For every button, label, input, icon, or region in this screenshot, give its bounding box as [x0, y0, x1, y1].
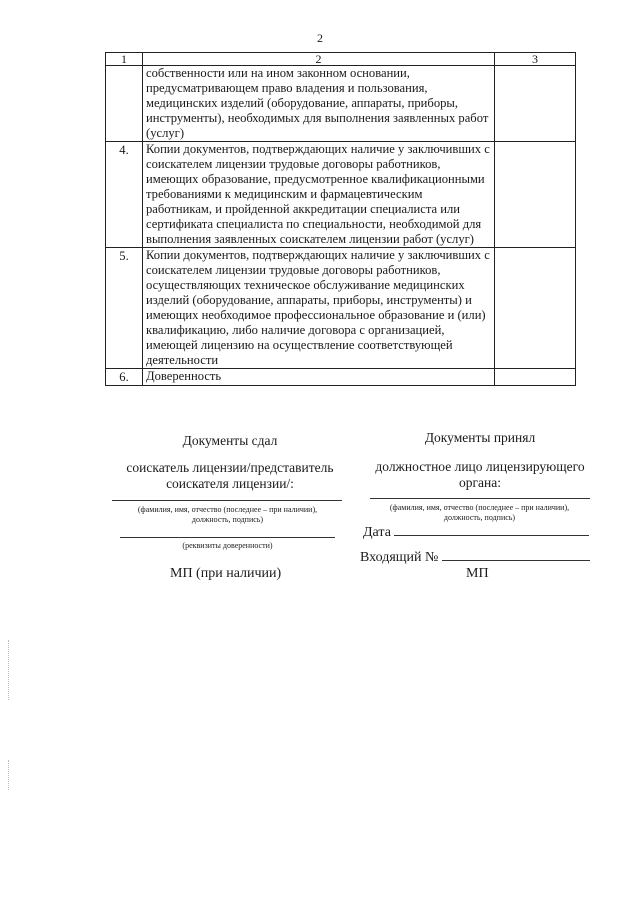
row-number: 5.	[106, 248, 143, 369]
incoming-number-label: Входящий №	[360, 550, 439, 565]
table-row	[106, 248, 576, 369]
submitter-role	[95, 460, 365, 492]
row-value	[495, 66, 576, 142]
row-value	[495, 369, 576, 386]
table-row	[106, 142, 576, 248]
official-role-line1: должностное лицо лицензирующего	[375, 459, 585, 474]
row-number: 6.	[106, 369, 143, 386]
scan-artifact	[8, 760, 10, 790]
caption-line: (фамилия, имя, отчество (последнее – при наличии),	[389, 503, 570, 512]
table-header-row	[106, 53, 576, 66]
official-role-line2: органа:	[459, 475, 501, 490]
official-name-caption	[357, 503, 602, 523]
submitter-role-line2: соискателя лицензии/:	[166, 476, 294, 491]
table-row	[106, 369, 576, 386]
submitter-name-line[interactable]	[112, 500, 342, 501]
row-description: Копии документов, подтверждающих наличие у заключивших с соискателем лицензии трудовые договоры работников, осуществляющих техническое обслуживание медицинских изделий (оборудование, аппараты, приборы, инструменты) и имеющих необходимое профессиональное образование и (или) квалификацию, либо наличие договора с организацией, имеющей лицензию на осуществление соответствующей деятельности	[143, 248, 495, 369]
documents-table	[105, 52, 576, 386]
row-number	[106, 66, 143, 142]
submitter-seal-label: МП (при наличии)	[170, 566, 282, 581]
row-description: Копии документов, подтверждающих наличие у заключивших с соискателем лицензии трудовые договоры работников, имеющих образование, предусмотренное квалификационными требованиями к медицинским и фармацевтическим работникам, и пройденной аккредитации специалиста или сертификата специалиста по специальности, необходимой для выполнения заявленных соискателем лицензии работ (услуг)	[143, 142, 495, 248]
table-row	[106, 66, 576, 142]
official-name-line[interactable]	[370, 498, 590, 499]
official-role	[355, 459, 605, 491]
date-input-line[interactable]	[394, 523, 589, 536]
proxy-details-line[interactable]	[120, 537, 335, 538]
column-header-2: 2	[143, 53, 495, 66]
official-seal-label: МП	[466, 566, 489, 581]
row-value	[495, 142, 576, 248]
date-field	[363, 523, 589, 541]
caption-line: (фамилия, имя, отчество (последнее – при наличии),	[137, 505, 318, 514]
row-value	[495, 248, 576, 369]
caption-line: должность, подпись)	[191, 515, 264, 524]
date-label: Дата	[363, 525, 391, 540]
row-description: собственности или на ином законном основании, предусматривающем право владения и пользования, медицинских изделий (оборудование, аппараты, приборы, инструменты), необходимых для выполнения заявленных работ (услуг)	[143, 66, 495, 142]
accepted-heading: Документы принял	[424, 430, 536, 445]
scan-artifact	[8, 640, 10, 700]
submitted-heading: Документы сдал	[182, 433, 278, 448]
incoming-number-input-line[interactable]	[442, 548, 590, 561]
incoming-number-field	[360, 548, 590, 566]
submitter-role-line1: соискатель лицензии/представитель	[126, 460, 334, 475]
row-description: Доверенность	[143, 369, 495, 386]
row-number: 4.	[106, 142, 143, 248]
submitter-name-caption	[100, 505, 355, 525]
column-header-3: 3	[495, 53, 576, 66]
caption-line: должность, подпись)	[443, 513, 516, 522]
proxy-details-caption: (реквизиты доверенности)	[182, 541, 273, 550]
page-number: 2	[317, 31, 323, 45]
column-header-1: 1	[106, 53, 143, 66]
